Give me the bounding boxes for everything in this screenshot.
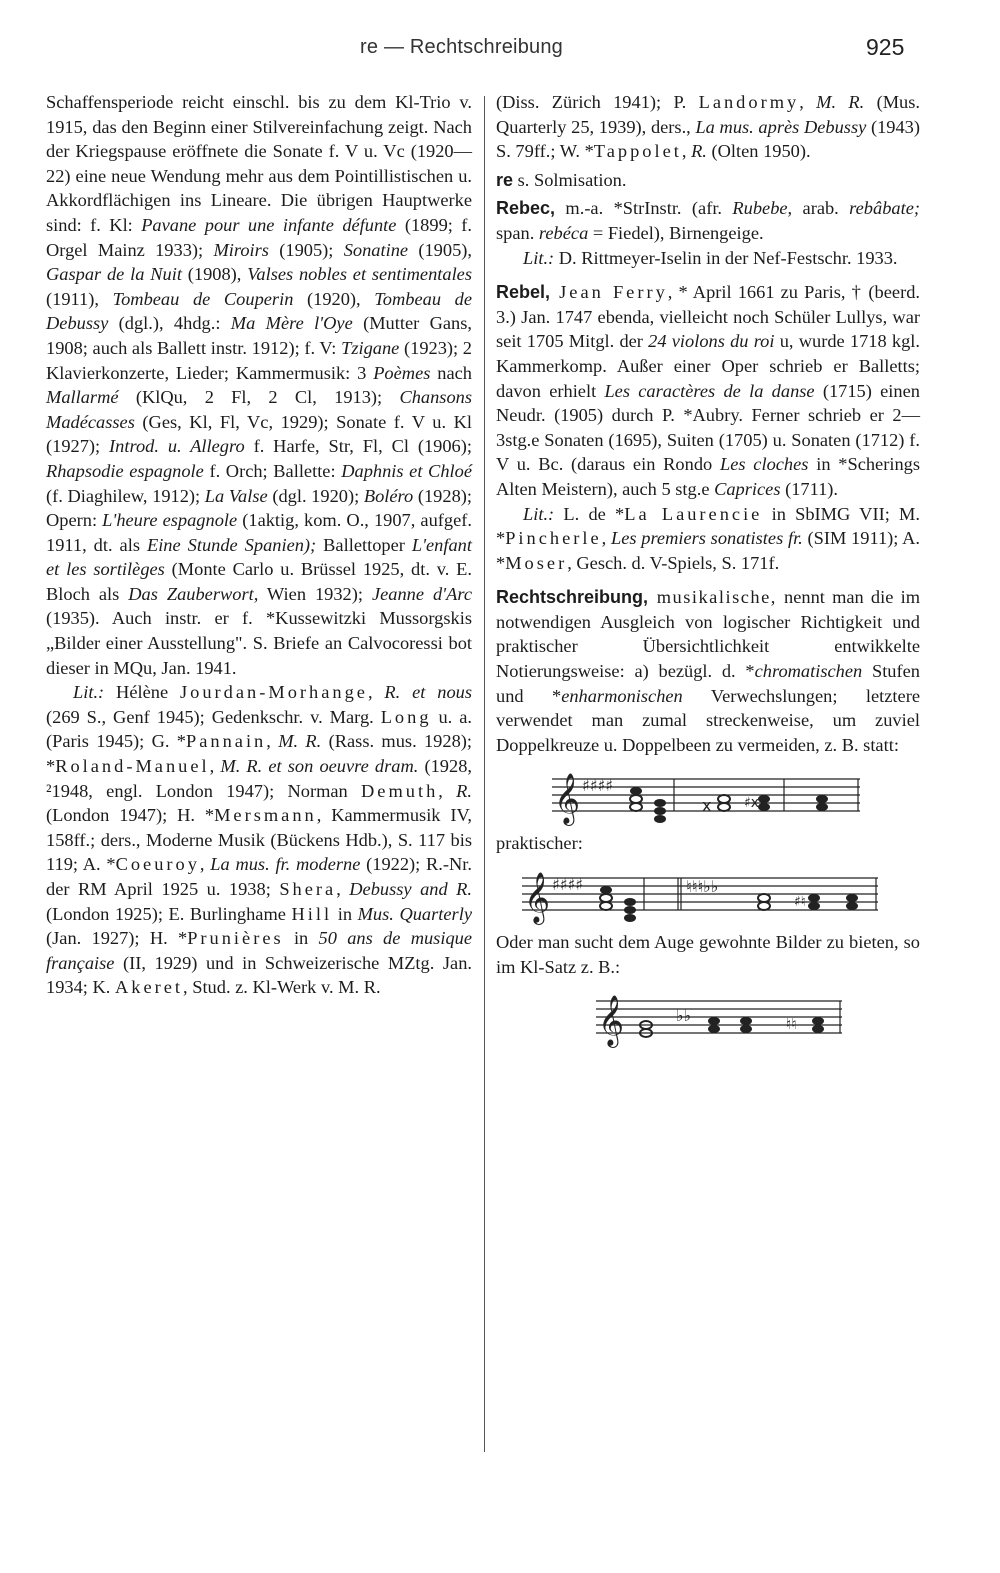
entry-re-headword: re xyxy=(496,169,514,190)
entry-rebec: Rebec, m.-a. *StrInstr. (afr. Rubebe, arab. rebâbate; span. rebéca = Fiedel), Birnengeige. xyxy=(496,198,920,243)
left-column xyxy=(46,90,472,1000)
music-example-statt xyxy=(552,763,920,827)
running-head: re — Rechtschreibung xyxy=(360,36,563,58)
music-staff-2 xyxy=(522,862,882,926)
entry-re: re s. Solmisation. xyxy=(496,169,627,190)
svg-text:x: x xyxy=(702,796,712,816)
page-number: 925 xyxy=(866,34,905,60)
svg-text:♯x: ♯x xyxy=(744,795,760,812)
ravel-literature-continued: (Diss. Zürich 1941); P. Landormy, M. R. (Mus. Quarterly 25, 1939), ders., La mus. après Debussy (1943) S. 79ff.; W. *Tappolet, R. (Olten 1950). xyxy=(496,92,920,162)
svg-text:♯♮: ♯♮ xyxy=(794,894,806,911)
entry-rebec-literature: Lit.: D. Rittmeyer-Iselin in der Nef-Festschr. 1933. xyxy=(523,247,898,268)
music-staff-1 xyxy=(552,763,862,827)
svg-text:𝄞: 𝄞 xyxy=(524,872,551,924)
entry-rebel-literature: Lit.: L. de *La Laurencie in SbIMG VII; M. *Pincherle, Les premiers sonatistes fr. (SIM 1911); A. *Moser, Gesch. d. V-Spiels, S. 171f. xyxy=(496,503,920,573)
paragraph-oder: Oder man sucht dem Auge gewohnte Bilder zu bieten, so im Kl-Satz z. B.: xyxy=(496,932,920,977)
column-divider xyxy=(484,96,485,1452)
music-staff-3 xyxy=(596,985,846,1049)
entry-rechtschreibung: Rechtschreibung, musikalische, nennt man die im notwendigen Ausgleich von logischer Richtigkeit und praktischer Übersichtlichkeit entwikkelte Notierungsweise: a) bezügl. d. *chromatischen Stufen und *enharmonischen Verwechslungen; letztere verwendet man zumal streckenweise, um zuviel Doppelkreuze u. Doppelbeen zu vermeiden, z. B. statt: xyxy=(496,587,920,755)
entry-rebec-headword: Rebec, xyxy=(496,198,556,219)
label-praktischer: praktischer: xyxy=(496,833,583,854)
entry-rechtschreibung-headword: Rechtschreibung, xyxy=(496,587,649,608)
music-example-praktischer xyxy=(522,862,920,926)
svg-text:𝄞: 𝄞 xyxy=(554,773,581,825)
svg-text:♮♮: ♮♮ xyxy=(786,1015,797,1034)
music-example-kl-satz xyxy=(596,985,920,1049)
entry-rebel-headword: Rebel, xyxy=(496,282,551,303)
svg-text:♮♮♮♭♭: ♮♮♮♭♭ xyxy=(686,877,719,897)
page-header xyxy=(0,30,1000,70)
svg-text:𝄞: 𝄞 xyxy=(598,995,625,1047)
svg-text:♯♯♯♯: ♯♯♯♯ xyxy=(582,776,613,796)
svg-text:♯♯♯♯: ♯♯♯♯ xyxy=(552,875,583,895)
svg-text:♭♭: ♭♭ xyxy=(676,1006,692,1026)
ravel-works-paragraph: Schaffensperiode reicht einschl. bis zu dem Kl-Trio v. 1915, das den Beginn einer Stilvereinfachung zeigt. Nach der Kriegspause eröffnete die Sonate f. V u. Vc (1920—22) eine neue Wendung mehr aus dem Pointillistischen u. Akkordflächigen ins Lineare. Die übrigen Hauptwerke sind: f. Kl: Pavane pour une infante défunte (1899; f. Orgel Mainz 1933); Miroirs (1905); Sonatine (1905), Gaspar de la Nuit (1908), Valses nobles et sentimentales (1911), Tombeau de Couperin (1920), Tombeau de Debussy (dgl.), 4hdg.: Ma Mère l'Oye (Mutter Gans, 1908; auch als Ballett instr. 1912); f. V: Tzigane (1923); 2 Klavierkonzerte, Lieder; Kammermusik: 3 Poèmes nach Mallarmé (KlQu, 2 Fl, 2 Cl, 1913); Chansons Madécasses (Ges, Kl, Fl, Vc, 1929); Sonate f. V u. Kl (1927); Introd. u. Allegro f. Harfe, Str, Fl, Cl (1906); Rhapsodie espagnole f. Orch; Ballette: Daphnis et Chloé (f. Diaghilew, 1912); La Valse (dgl. 1920); Boléro (1928); Opern: L'heure espagnole (1aktig, kom. O., 1907, aufgef. 1911, dt. als Eine Stunde Spanien); Ballettoper L'enfant et les sortilèges (Monte Carlo u. Brüssel 1925, dt. v. E. Bloch als Das Zauberwort, Wien 1932); Jeanne d'Arc (1935). Auch instr. er f. *Kussewitzki Mussorgskis „Bilder einer Ausstellung". S. Briefe an Calvocoressi bot dieser in MQu, Jan. 1941. xyxy=(46,92,473,678)
ravel-literature-paragraph: Lit.: Hélène Jourdan-Morhange, R. et nous (269 S., Genf 1945); Gedenkschr. v. Marg. Long u. a. (Paris 1945); G. *Pannain, M. R. (Rass. mus. 1928); *Roland-Manuel, M. R. et son oeuvre dram. (1928, ²1948, engl. London 1947); Norman Demuth, R. (London 1947); H. *Mersmann, Kammermusik IV, 158ff.; ders., Moderne Musik (Bückens Hdb.), S. 117 bis 119; A. *Coeuroy, La mus. fr. moderne (1922); R.-Nr. der RM April 1925 u. 1938; Shera, Debussy and R. (London 1925); E. Burlinghame Hill in Mus. Quarterly (Jan. 1927); H. *Prunières in 50 ans de musique française (II, 1929) und in Schweizerische MZtg. Jan. 1934; K. Akeret, Stud. z. Kl-Werk v. M. R. xyxy=(46,682,473,998)
entry-rebel: Rebel, Jean Ferry, * April 1661 zu Paris, † (beerd. 3.) Jan. 1747 ebenda, vielleicht noch Schüler Lullys, war seit 1705 Mitgl. der 24 violons du roi u, wurde 1718 kgl. Kammerkomp. Außer einer Oper schrieb er Balletts; davon erhielt Les caractères de la danse (1715) einen Neudr. (1905) durch P. *Aubry. Ferner schrieb er 2—3stg.e Sonaten (1695), Suiten (1705) u. Sonaten (1712) f. V u. Bc. (daraus ein Rondo Les cloches in *Scherings Alten Meistern), auch 5 stg.e Caprices (1711). xyxy=(496,282,921,499)
right-column xyxy=(496,90,920,1053)
